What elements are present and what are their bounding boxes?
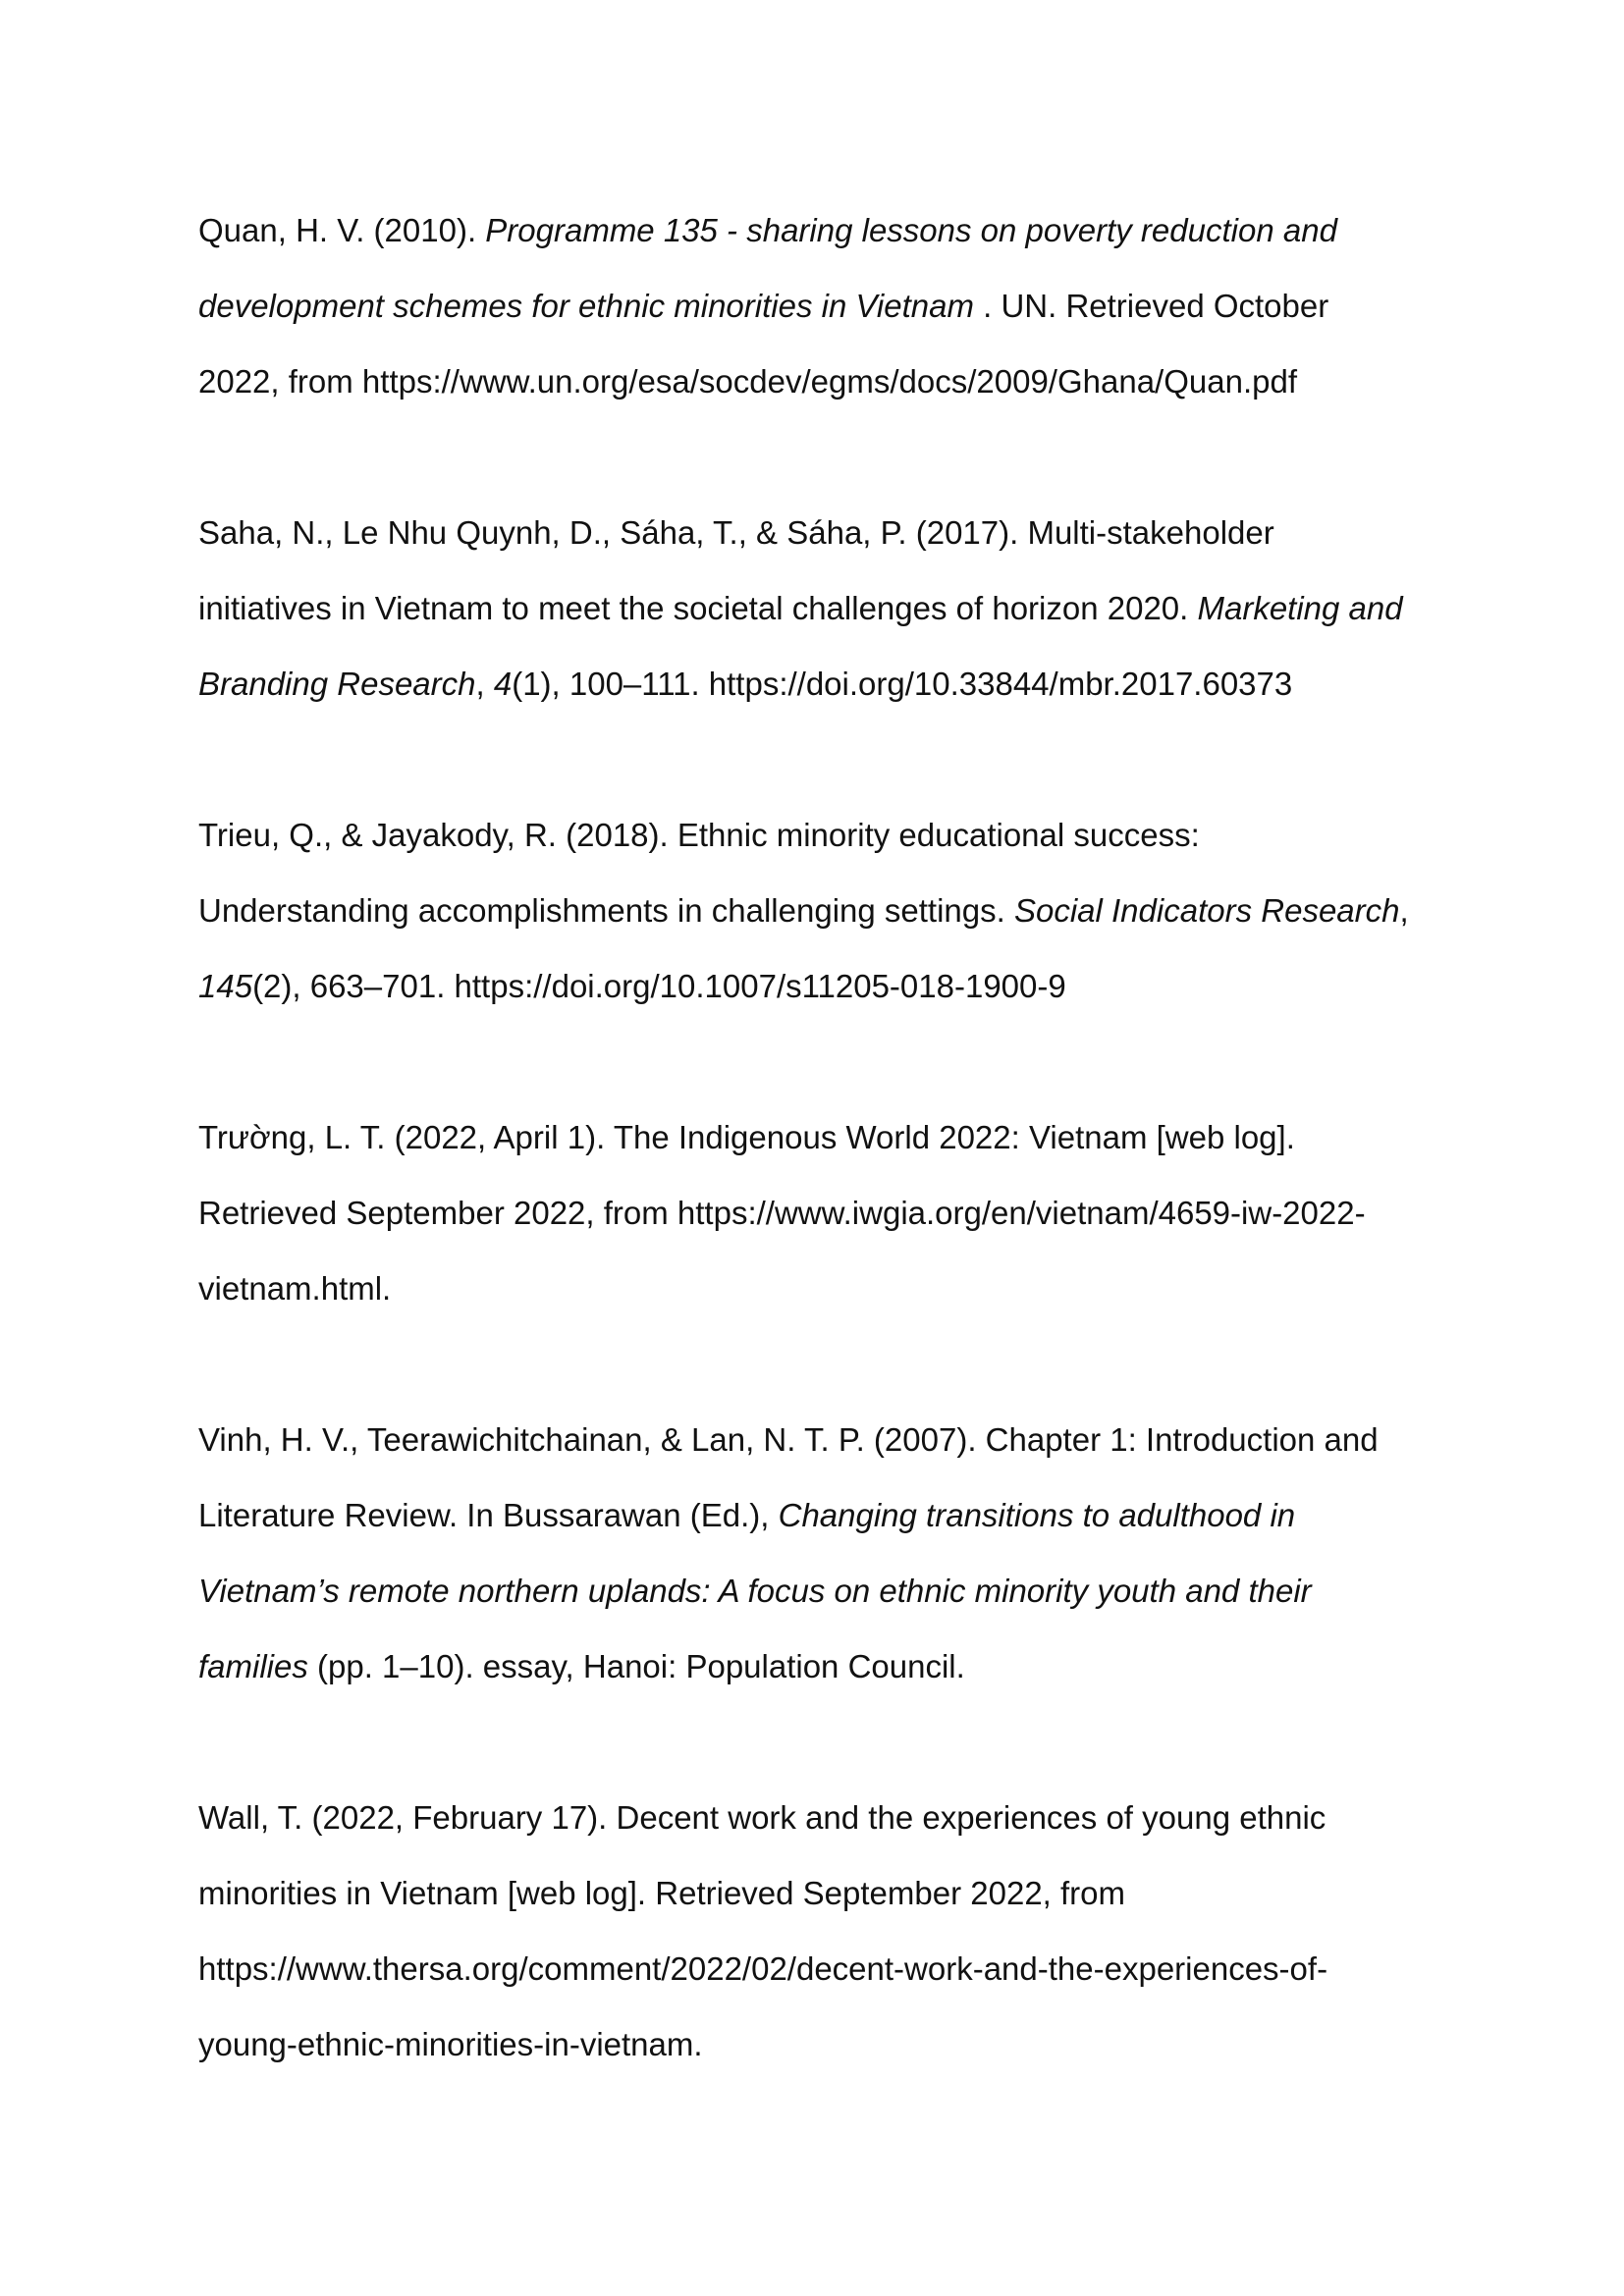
reference-line <box>198 1099 1445 1175</box>
reference-line <box>198 948 1445 1024</box>
reference-line <box>198 344 1445 419</box>
reference-text: Understanding accomplishments in challenging settings. <box>198 892 1014 929</box>
reference-text: Wall, T. (2022, February 17). Decent work and the experiences of young ethnic <box>198 1799 1326 1836</box>
reference-journal: Marketing and <box>1197 590 1403 626</box>
reference-text: (pp. 1–10). essay, Hanoi: Population Council. <box>307 1648 965 1684</box>
reference-volume: 145 <box>198 968 253 1004</box>
reference-title: Changing transitions to adulthood in <box>778 1497 1296 1533</box>
reference-text: , <box>475 666 494 702</box>
reference-entry-truong <box>198 1099 1445 1326</box>
reference-title: Vietnam’s remote northern uplands: A focus on ethnic minority youth and their <box>198 1573 1312 1609</box>
reference-text: initiatives in Vietnam to meet the societal challenges of horizon 2020. <box>198 590 1198 626</box>
reference-entry-wall <box>198 1780 1445 2082</box>
reference-text: Trieu, Q., & Jayakody, R. (2018). Ethnic minority educational success: <box>198 817 1200 853</box>
reference-list <box>198 192 1445 2158</box>
reference-entry-vinh <box>198 1402 1445 1704</box>
reference-line <box>198 1780 1445 1855</box>
reference-text: (2), 663–701. https://doi.org/10.1007/s11205-018-1900-9 <box>252 968 1066 1004</box>
reference-text: , <box>1399 892 1409 929</box>
reference-line <box>198 1553 1445 1629</box>
reference-text: Quan, H. V. (2010). <box>198 212 486 248</box>
reference-line <box>198 570 1445 646</box>
reference-line <box>198 268 1445 344</box>
reference-entry-trieu <box>198 797 1445 1024</box>
reference-line <box>198 646 1445 721</box>
reference-text: (1), 100–111. https://doi.org/10.33844/mbr.2017.60373 <box>512 666 1293 702</box>
reference-line <box>198 1931 1445 2006</box>
reference-line <box>198 1402 1445 1477</box>
reference-journal: Branding Research <box>198 666 476 702</box>
reference-text: vietnam.html. <box>198 1270 392 1307</box>
reference-line <box>198 495 1445 570</box>
reference-text: 2022, from https://www.un.org/esa/socdev/egms/docs/2009/Ghana/Quan.pdf <box>198 363 1297 400</box>
reference-line <box>198 1855 1445 1931</box>
reference-text: Vinh, H. V., Teerawichitchainan, & Lan, N. T. P. (2007). Chapter 1: Introduction and <box>198 1421 1379 1458</box>
reference-line <box>198 873 1445 948</box>
reference-title: Programme 135 - sharing lessons on poverty reduction and <box>485 212 1337 248</box>
reference-journal: Social Indicators Research <box>1013 892 1400 929</box>
reference-line <box>198 192 1445 268</box>
reference-line <box>198 1251 1445 1326</box>
reference-text: Literature Review. In Bussarawan (Ed.), <box>198 1497 779 1533</box>
reference-title: families <box>198 1648 308 1684</box>
reference-text: https://www.thersa.org/comment/2022/02/decent-work-and-the-experiences-of- <box>198 1950 1328 1987</box>
reference-line <box>198 2006 1445 2082</box>
reference-entry-saha <box>198 495 1445 721</box>
reference-line <box>198 1629 1445 1704</box>
reference-text: minorities in Vietnam [web log]. Retrieved September 2022, from <box>198 1875 1126 1911</box>
reference-line <box>198 797 1445 873</box>
reference-entry-quan <box>198 192 1445 419</box>
reference-title: development schemes for ethnic minorities in Vietnam <box>198 288 974 324</box>
reference-text: . UN. Retrieved October <box>973 288 1329 324</box>
reference-text: Retrieved September 2022, from https://www.iwgia.org/en/vietnam/4659-iw-2022- <box>198 1195 1366 1231</box>
reference-line <box>198 1175 1445 1251</box>
reference-text: young-ethnic-minorities-in-vietnam. <box>198 2026 703 2062</box>
reference-line <box>198 1477 1445 1553</box>
reference-text: Saha, N., Le Nhu Quynh, D., Sáha, T., & Sáha, P. (2017). Multi-stakeholder <box>198 514 1274 551</box>
reference-text: Trường, L. T. (2022, April 1). The Indigenous World 2022: Vietnam [web log]. <box>198 1119 1295 1155</box>
reference-volume: 4 <box>493 666 513 702</box>
